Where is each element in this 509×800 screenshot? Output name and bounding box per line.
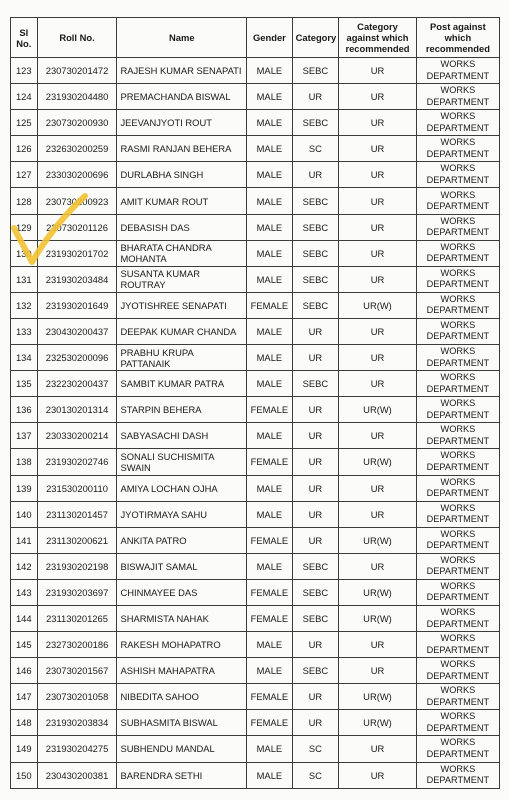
cell-recommended-category: UR (339, 371, 417, 397)
cell-post: WORKS DEPARTMENT (416, 110, 499, 136)
cell-roll-no: 230730201126 (37, 214, 117, 240)
cell-post: WORKS DEPARTMENT (416, 371, 499, 397)
table-row (11, 266, 500, 292)
cell-roll-no: 230730201058 (37, 684, 117, 710)
header-recommended-category: Category against which recommended (339, 18, 417, 58)
cell-post: WORKS DEPARTMENT (416, 475, 499, 501)
cell-roll-no: 230730200923 (37, 188, 117, 214)
cell-sl-no: 134 (11, 345, 38, 371)
cell-gender: FEMALE (247, 292, 292, 318)
cell-roll-no: 231930202198 (37, 553, 117, 579)
cell-gender: MALE (247, 214, 292, 240)
cell-recommended-category: UR(W) (339, 605, 417, 631)
cell-roll-no: 231130201457 (37, 501, 117, 527)
cell-roll-no: 230730201567 (37, 658, 117, 684)
cell-sl-no: 139 (11, 475, 38, 501)
cell-post: WORKS DEPARTMENT (416, 423, 499, 449)
header-category: Category (292, 18, 339, 58)
cell-gender: MALE (247, 58, 292, 84)
cell-category: SEBC (292, 266, 339, 292)
cell-category: SEBC (292, 188, 339, 214)
cell-gender: FEMALE (247, 579, 292, 605)
cell-sl-no: 133 (11, 318, 38, 344)
cell-post: WORKS DEPARTMENT (416, 527, 499, 553)
cell-gender: MALE (247, 110, 292, 136)
cell-category: UR (292, 345, 339, 371)
cell-post: WORKS DEPARTMENT (416, 501, 499, 527)
table-row (11, 136, 500, 162)
cell-roll-no: 231930202746 (37, 449, 117, 475)
cell-recommended-category: UR(W) (339, 527, 417, 553)
cell-sl-no: 129 (11, 214, 38, 240)
cell-sl-no: 145 (11, 632, 38, 658)
cell-roll-no: 230130201314 (37, 397, 117, 423)
cell-post: WORKS DEPARTMENT (416, 292, 499, 318)
table-row (11, 579, 500, 605)
table-row (11, 501, 500, 527)
cell-category: SC (292, 762, 339, 788)
cell-post: WORKS DEPARTMENT (416, 345, 499, 371)
cell-gender: MALE (247, 553, 292, 579)
table-row (11, 318, 500, 344)
header-name: Name (117, 18, 247, 58)
cell-gender: MALE (247, 371, 292, 397)
cell-gender: MALE (247, 501, 292, 527)
cell-post: WORKS DEPARTMENT (416, 397, 499, 423)
cell-sl-no: 135 (11, 371, 38, 397)
cell-recommended-category: UR (339, 762, 417, 788)
header-roll-no: Roll No. (37, 18, 117, 58)
cell-post: WORKS DEPARTMENT (416, 266, 499, 292)
cell-recommended-category: UR(W) (339, 397, 417, 423)
cell-category: UR (292, 710, 339, 736)
table-row (11, 58, 500, 84)
cell-roll-no: 231930204275 (37, 736, 117, 762)
table-row (11, 632, 500, 658)
cell-roll-no: 231130200621 (37, 527, 117, 553)
cell-roll-no: 230430200381 (37, 762, 117, 788)
cell-name: PRABHU KRUPA PATTANAIK (117, 345, 247, 371)
cell-post: WORKS DEPARTMENT (416, 710, 499, 736)
table-row (11, 736, 500, 762)
recommendation-table (10, 17, 500, 789)
cell-gender: MALE (247, 136, 292, 162)
cell-post: WORKS DEPARTMENT (416, 605, 499, 631)
cell-recommended-category: UR (339, 58, 417, 84)
header-sl-no: Sl No. (11, 18, 38, 58)
cell-category: UR (292, 449, 339, 475)
cell-recommended-category: UR (339, 136, 417, 162)
table-row (11, 84, 500, 110)
table-row (11, 605, 500, 631)
table-row (11, 553, 500, 579)
cell-gender: MALE (247, 736, 292, 762)
cell-post: WORKS DEPARTMENT (416, 84, 499, 110)
cell-name: PREMACHANDA BISWAL (117, 84, 247, 110)
cell-gender: MALE (247, 240, 292, 266)
cell-recommended-category: UR (339, 553, 417, 579)
cell-post: WORKS DEPARTMENT (416, 162, 499, 188)
cell-gender: MALE (247, 762, 292, 788)
cell-recommended-category: UR (339, 736, 417, 762)
cell-sl-no: 140 (11, 501, 38, 527)
cell-sl-no: 136 (11, 397, 38, 423)
cell-category: UR (292, 84, 339, 110)
cell-post: WORKS DEPARTMENT (416, 449, 499, 475)
cell-roll-no: 230430200437 (37, 318, 117, 344)
cell-gender: MALE (247, 266, 292, 292)
cell-name: SABYASACHI DASH (117, 423, 247, 449)
cell-name: AMIT KUMAR ROUT (117, 188, 247, 214)
cell-roll-no: 233030200696 (37, 162, 117, 188)
header-gender: Gender (247, 18, 292, 58)
table-row (11, 658, 500, 684)
cell-post: WORKS DEPARTMENT (416, 553, 499, 579)
cell-sl-no: 148 (11, 710, 38, 736)
cell-sl-no: 137 (11, 423, 38, 449)
cell-name: RAJESH KUMAR SENAPATI (117, 58, 247, 84)
cell-category: SEBC (292, 240, 339, 266)
cell-post: WORKS DEPARTMENT (416, 240, 499, 266)
table-row (11, 292, 500, 318)
cell-category: UR (292, 423, 339, 449)
cell-recommended-category: UR (339, 162, 417, 188)
cell-recommended-category: UR (339, 84, 417, 110)
cell-sl-no: 146 (11, 658, 38, 684)
table-row (11, 110, 500, 136)
cell-name: SUBHASMITA BISWAL (117, 710, 247, 736)
cell-gender: FEMALE (247, 710, 292, 736)
cell-name: NIBEDITA SAHOO (117, 684, 247, 710)
cell-category: SEBC (292, 214, 339, 240)
cell-roll-no: 231930203834 (37, 710, 117, 736)
cell-name: SAMBIT KUMAR PATRA (117, 371, 247, 397)
cell-post: WORKS DEPARTMENT (416, 632, 499, 658)
table-body (11, 58, 500, 789)
cell-gender: MALE (247, 318, 292, 344)
cell-category: UR (292, 397, 339, 423)
cell-sl-no: 124 (11, 84, 38, 110)
cell-gender: MALE (247, 345, 292, 371)
table-row (11, 475, 500, 501)
cell-sl-no: 150 (11, 762, 38, 788)
table-header-row (11, 18, 500, 58)
cell-category: UR (292, 632, 339, 658)
cell-gender: MALE (247, 84, 292, 110)
cell-sl-no: 132 (11, 292, 38, 318)
cell-recommended-category: UR (339, 501, 417, 527)
cell-name: ASHISH MAHAPATRA (117, 658, 247, 684)
cell-post: WORKS DEPARTMENT (416, 658, 499, 684)
cell-gender: FEMALE (247, 527, 292, 553)
cell-sl-no: 138 (11, 449, 38, 475)
cell-sl-no: 130 (11, 240, 38, 266)
cell-category: SEBC (292, 658, 339, 684)
cell-recommended-category: UR (339, 658, 417, 684)
cell-sl-no: 125 (11, 110, 38, 136)
cell-gender: MALE (247, 658, 292, 684)
cell-name: SONALI SUCHISMITA SWAIN (117, 449, 247, 475)
cell-name: RAKESH MOHAPATRO (117, 632, 247, 658)
cell-roll-no: 231930201649 (37, 292, 117, 318)
cell-post: WORKS DEPARTMENT (416, 214, 499, 240)
cell-sl-no: 123 (11, 58, 38, 84)
cell-name: BISWAJIT SAMAL (117, 553, 247, 579)
cell-category: UR (292, 684, 339, 710)
cell-sl-no: 144 (11, 605, 38, 631)
cell-roll-no: 230730201472 (37, 58, 117, 84)
cell-post: WORKS DEPARTMENT (416, 579, 499, 605)
table-row (11, 710, 500, 736)
cell-category: UR (292, 162, 339, 188)
cell-recommended-category: UR(W) (339, 710, 417, 736)
cell-sl-no: 147 (11, 684, 38, 710)
cell-category: SC (292, 136, 339, 162)
cell-gender: MALE (247, 162, 292, 188)
cell-name: BHARATA CHANDRA MOHANTA (117, 240, 247, 266)
table-row (11, 240, 500, 266)
cell-sl-no: 126 (11, 136, 38, 162)
cell-name: JEEVANJYOTI ROUT (117, 110, 247, 136)
cell-sl-no: 127 (11, 162, 38, 188)
cell-recommended-category: UR (339, 266, 417, 292)
table-row (11, 345, 500, 371)
table-row (11, 449, 500, 475)
table-row (11, 762, 500, 788)
cell-gender: MALE (247, 475, 292, 501)
cell-recommended-category: UR (339, 188, 417, 214)
cell-post: WORKS DEPARTMENT (416, 736, 499, 762)
cell-roll-no: 231930203697 (37, 579, 117, 605)
cell-gender: MALE (247, 423, 292, 449)
cell-roll-no: 230330200214 (37, 423, 117, 449)
cell-sl-no: 141 (11, 527, 38, 553)
cell-roll-no: 232630200259 (37, 136, 117, 162)
cell-roll-no: 232230200437 (37, 371, 117, 397)
cell-roll-no: 231930204480 (37, 84, 117, 110)
cell-category: UR (292, 318, 339, 344)
cell-post: WORKS DEPARTMENT (416, 684, 499, 710)
cell-name: SUSANTA KUMAR ROUTRAY (117, 266, 247, 292)
cell-recommended-category: UR (339, 318, 417, 344)
table-row (11, 423, 500, 449)
cell-roll-no: 232730200186 (37, 632, 117, 658)
cell-name: JYOTIRMAYA SAHU (117, 501, 247, 527)
cell-category: UR (292, 527, 339, 553)
cell-recommended-category: UR (339, 632, 417, 658)
cell-recommended-category: UR(W) (339, 579, 417, 605)
cell-name: RASMI RANJAN BEHERA (117, 136, 247, 162)
cell-name: DURLABHA SINGH (117, 162, 247, 188)
cell-name: AMIYA LOCHAN OJHA (117, 475, 247, 501)
cell-sl-no: 149 (11, 736, 38, 762)
table-row (11, 397, 500, 423)
cell-roll-no: 230730200930 (37, 110, 117, 136)
cell-recommended-category: UR (339, 214, 417, 240)
cell-recommended-category: UR(W) (339, 449, 417, 475)
table-row (11, 214, 500, 240)
cell-category: SEBC (292, 110, 339, 136)
cell-gender: FEMALE (247, 397, 292, 423)
cell-name: ANKITA PATRO (117, 527, 247, 553)
cell-gender: FEMALE (247, 684, 292, 710)
cell-name: STARPIN BEHERA (117, 397, 247, 423)
cell-name: JYOTISHREE SENAPATI (117, 292, 247, 318)
cell-category: SEBC (292, 553, 339, 579)
cell-sl-no: 143 (11, 579, 38, 605)
cell-category: SEBC (292, 605, 339, 631)
cell-sl-no: 131 (11, 266, 38, 292)
cell-post: WORKS DEPARTMENT (416, 318, 499, 344)
table-row (11, 188, 500, 214)
table-row (11, 162, 500, 188)
cell-gender: FEMALE (247, 605, 292, 631)
cell-recommended-category: UR(W) (339, 684, 417, 710)
cell-name: DEEPAK KUMAR CHANDA (117, 318, 247, 344)
cell-recommended-category: UR (339, 423, 417, 449)
header-post: Post against which recommended (416, 18, 499, 58)
cell-roll-no: 231530200110 (37, 475, 117, 501)
cell-recommended-category: UR(W) (339, 292, 417, 318)
cell-category: SEBC (292, 58, 339, 84)
cell-recommended-category: UR (339, 240, 417, 266)
cell-name: SHARMISTA NAHAK (117, 605, 247, 631)
table-row (11, 371, 500, 397)
cell-gender: MALE (247, 188, 292, 214)
cell-name: CHINMAYEE DAS (117, 579, 247, 605)
cell-recommended-category: UR (339, 345, 417, 371)
cell-recommended-category: UR (339, 475, 417, 501)
cell-category: SEBC (292, 292, 339, 318)
cell-category: UR (292, 501, 339, 527)
cell-name: BARENDRA SETHI (117, 762, 247, 788)
cell-roll-no: 231930203484 (37, 266, 117, 292)
cell-roll-no: 231930201702 (37, 240, 117, 266)
cell-sl-no: 128 (11, 188, 38, 214)
cell-gender: MALE (247, 632, 292, 658)
cell-category: SC (292, 736, 339, 762)
cell-name: DEBASISH DAS (117, 214, 247, 240)
cell-recommended-category: UR (339, 110, 417, 136)
table-row (11, 684, 500, 710)
cell-gender: FEMALE (247, 449, 292, 475)
table-row (11, 527, 500, 553)
cell-sl-no: 142 (11, 553, 38, 579)
cell-name: SUBHENDU MANDAL (117, 736, 247, 762)
cell-category: SEBC (292, 579, 339, 605)
cell-roll-no: 231130201265 (37, 605, 117, 631)
cell-post: WORKS DEPARTMENT (416, 188, 499, 214)
cell-post: WORKS DEPARTMENT (416, 136, 499, 162)
cell-post: WORKS DEPARTMENT (416, 58, 499, 84)
cell-post: WORKS DEPARTMENT (416, 762, 499, 788)
cell-category: SEBC (292, 371, 339, 397)
cell-category: UR (292, 475, 339, 501)
cell-roll-no: 232530200096 (37, 345, 117, 371)
